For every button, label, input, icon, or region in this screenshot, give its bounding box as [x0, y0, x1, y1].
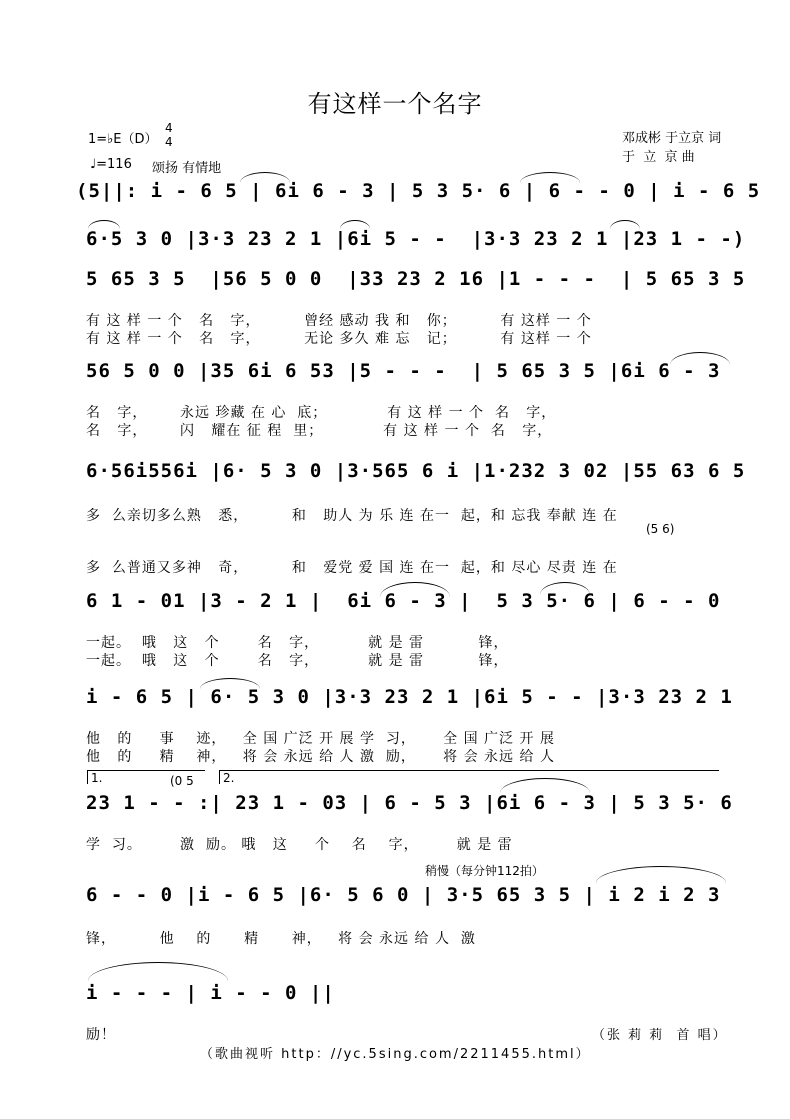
- composer-credit: 于 立 京 曲: [622, 150, 695, 165]
- lyrics-line-4a: 名 字， 永远 珍藏 在 心 底； 有 这 样 一 个 名 字，: [86, 405, 557, 421]
- slur: [340, 220, 370, 229]
- staff-line-4: 56 5 0 0 |35 6i 6 53 |5 - - - | 5 65 3 5 |6i 6 - 3: [86, 360, 721, 382]
- lyrics-line-3a: 有 这 样 一 个 名 字， 曾经 感动 我 和 你； 有 这样 一 个: [86, 313, 592, 329]
- staff-line-5: 6·56i556i |6· 5 3 0 |3·565 6 i |1·232 3 02 |55 63 6 5: [86, 460, 746, 482]
- lyrics-line-8: 学 习。 激 励。 哦 这 个 名 字， 就 是 雷: [86, 837, 513, 853]
- lyrics-line-5a: 多 么亲切多么熟 悉， 和 助人 为 乐 连 在一 起，和 忘我 奉献 连 在: [86, 508, 618, 524]
- song-title: 有这样一个名字: [307, 90, 483, 118]
- lyrics-line-7a: 他 的 事 迹， 全 国 广泛 开 展 学 习， 全 国 广泛 开 展: [86, 731, 555, 747]
- slur: [240, 172, 290, 183]
- staff-line-3: 5 65 3 5 |56 5 0 0 |33 23 2 16 |1 - - - | 5 65 3 5: [86, 268, 746, 290]
- slur: [88, 962, 228, 981]
- lyricist-credit: 邓成彬 于立京 词: [622, 131, 722, 146]
- slur: [596, 866, 726, 883]
- staff-line-9: 6 - - 0 |i - 6 5 |6· 5 6 0 | 3·5 65 3 5 | i 2 i 2 3: [86, 884, 721, 906]
- staff-line-7: i - 6 5 | 6· 5 3 0 |3·3 23 2 1 |6i 5 - - |3·3 23 2 1: [86, 686, 733, 708]
- lyrics-line-4b: 名 字， 闪 耀在 征 程 里； 有 这 样 一 个 名 字，: [86, 423, 553, 439]
- volta-1-left: [87, 770, 88, 784]
- expression-marking: 颂扬 有情地: [152, 161, 222, 176]
- footer-link: （歌曲视听 http：//yc.5sing.com/2211455.html）: [200, 1047, 591, 1062]
- key-signature: 1=♭E（D）: [88, 132, 158, 147]
- volta-2-left: [219, 770, 220, 784]
- slur: [200, 678, 260, 689]
- slur: [500, 778, 590, 793]
- lyrics-line-9: 锋， 他 的 精 神， 将 会 永远 给 人 激: [86, 931, 476, 947]
- volta-2-label: 2.: [223, 771, 235, 785]
- slur: [610, 220, 640, 229]
- staff-line-8: 23 1 - - :| 23 1 - 03 | 6 - 5 3 |6i 6 - 3 | 5 3 5· 6: [86, 792, 733, 814]
- lyrics-line-5b: 多 么普通又多神 奇， 和 爱党 爱 国 连 在一 起，和 尽心 尽责 连 在: [86, 560, 618, 576]
- staff-line-10: i - - - | i - - 0 ||: [86, 982, 335, 1004]
- singer-credit: （张 莉 莉 首 唱）: [592, 1028, 728, 1043]
- volta-1-label: 1.: [91, 771, 103, 785]
- alt-note: (5 6): [646, 522, 675, 536]
- time-signature-top: 4: [165, 121, 173, 135]
- lyrics-line-6a: 一起。 哦 这 个 名 字， 就 是 雷 锋，: [86, 635, 509, 651]
- slur: [540, 582, 590, 595]
- staff-line-2: 6·5 3 0 |3·3 23 2 1 |6i 5 - - |3·3 23 2 1 |23 1 - -): [86, 228, 746, 250]
- volta-note: (0 5: [170, 774, 194, 788]
- time-signature-bottom: 4: [165, 135, 173, 149]
- lyrics-line-3b: 有 这 样 一 个 名 字， 无论 多久 难 忘 记； 有 这样 一 个: [86, 331, 592, 347]
- staff-line-1: (5||: i - 6 5 | 6i 6 - 3 | 5 3 5· 6 | 6 - - 0 | i - 6 5: [76, 180, 761, 202]
- slur: [670, 352, 730, 365]
- staff-line-6: 6 1 - 01 |3 - 2 1 | 6i 6 - 3 | 5 3 5· 6 | 6 - - 0: [86, 590, 721, 612]
- lyrics-line-7b: 他 的 精 神， 将 会 永远 给 人 激 励， 将 会 永远 给 人: [86, 749, 555, 765]
- volta-1-bracket: [87, 770, 205, 771]
- tempo-marking: ♩=116: [90, 157, 132, 172]
- slur: [88, 220, 120, 229]
- volta-2-bracket: [219, 770, 719, 771]
- slur: [520, 172, 580, 183]
- lyrics-line-10: 励！: [86, 1027, 116, 1043]
- lyrics-line-6b: 一起。 哦 这 个 名 字， 就 是 雷 锋，: [86, 653, 509, 669]
- tempo-change: 稍慢（每分钟112拍）: [425, 864, 544, 878]
- slur: [380, 582, 450, 597]
